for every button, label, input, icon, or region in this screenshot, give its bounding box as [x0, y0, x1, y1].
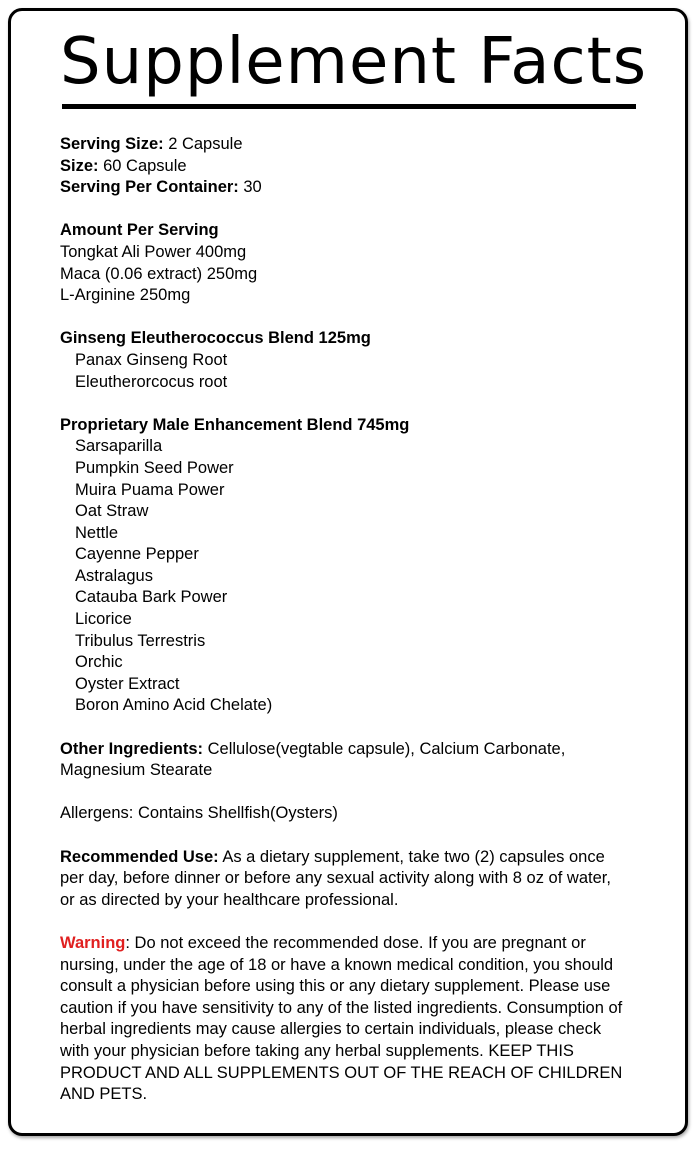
ginseng-blend-heading: Ginseng Eleutherococcus Blend 125mg [60, 329, 371, 348]
other-ingredients-label: Other Ingredients: [60, 739, 204, 758]
proprietary-blend-item: Oat Straw [75, 502, 149, 521]
proprietary-blend-item: Licorice [75, 610, 132, 629]
spacer [60, 782, 680, 804]
spacer [60, 825, 680, 847]
proprietary-blend-item: Boron Amino Acid Chelate) [75, 696, 273, 715]
warning-text: AND PETS. [60, 1085, 148, 1104]
spacer [60, 717, 680, 739]
facts-content [60, 134, 680, 1106]
warning-text: herbal ingredients may cause allergies to certain individuals, please check [60, 1020, 602, 1039]
warning-text: : Do not exceed the recommended dose. If you are pregnant or [125, 933, 586, 952]
recommended-use-row [60, 847, 680, 869]
warning-label: Warning [60, 933, 126, 952]
serving-size-value: 2 Capsule [163, 135, 243, 153]
other-ingredients-text: Cellulose(vegtable capsule), Calcium Carbonate, [203, 739, 566, 758]
spacer [60, 307, 680, 329]
spacer [60, 199, 680, 221]
warning-row [60, 933, 680, 955]
ginseng-blend-item: Panax Ginseng Root [75, 350, 228, 369]
recommended-use-text: or as directed by your healthcare professional. [60, 890, 399, 909]
servings-per-container-label: Serving Per Container: [60, 178, 239, 197]
other-ingredients-row [60, 739, 680, 761]
proprietary-blend-heading: Proprietary Male Enhancement Blend 745mg [60, 415, 410, 434]
proprietary-blend-item: Tribulus Terrestris [75, 631, 206, 650]
proprietary-blend-item: Cayenne Pepper [75, 545, 199, 564]
amount-item: L-Arginine 250mg [60, 286, 191, 305]
amount-item: Tongkat Ali Power 400mg [60, 242, 247, 261]
recommended-use-text: As a dietary supplement, take two (2) capsules once [218, 847, 605, 866]
spacer [60, 911, 680, 933]
allergens-statement: Allergens: Contains Shellfish(Oysters) [60, 804, 338, 823]
title-divider [62, 104, 636, 109]
proprietary-blend-item: Sarsaparilla [75, 437, 163, 456]
warning-text: caution if you have sensitivity to any of the listed ingredients. Consumption of [60, 998, 623, 1017]
other-ingredients-text: Magnesium Stearate [60, 761, 213, 780]
amount-item: Maca (0.06 extract) 250mg [60, 264, 258, 283]
recommended-use-text: per day, before dinner or before any sexual activity along with 8 oz of water, [60, 869, 611, 888]
size-value: 60 Capsule [98, 156, 187, 175]
proprietary-blend-item: Muira Puama Power [75, 480, 225, 499]
serving-size-row [60, 134, 680, 156]
warning-text: with your physician before taking any herbal supplements. KEEP THIS [60, 1041, 574, 1060]
servings-per-container-value: 30 [238, 178, 262, 197]
size-row [60, 156, 680, 178]
servings-per-container-row [60, 177, 680, 199]
warning-text: nursing, under the age of 18 or have a known medical condition, you should [60, 955, 614, 974]
page-title: Supplement Facts [60, 25, 648, 99]
proprietary-blend-item: Astralagus [75, 566, 153, 585]
proprietary-blend-item: Orchic [75, 653, 123, 672]
ginseng-blend-item: Eleutherorcocus root [75, 372, 228, 391]
size-label: Size: [60, 156, 99, 175]
spacer [60, 393, 680, 415]
serving-size-label: Serving Size: [60, 135, 164, 153]
proprietary-blend-item: Pumpkin Seed Power [75, 458, 234, 477]
proprietary-blend-item: Catauba Bark Power [75, 588, 228, 607]
warning-text: consult a physician before using this or any dietary supplement. Please use [60, 977, 611, 996]
proprietary-blend-item: Nettle [75, 523, 119, 542]
amount-per-serving-heading: Amount Per Serving [60, 221, 219, 240]
warning-text: PRODUCT AND ALL SUPPLEMENTS OUT OF THE REACH OF CHILDREN [60, 1063, 623, 1082]
recommended-use-label: Recommended Use: [60, 847, 219, 866]
proprietary-blend-item: Oyster Extract [75, 674, 180, 693]
